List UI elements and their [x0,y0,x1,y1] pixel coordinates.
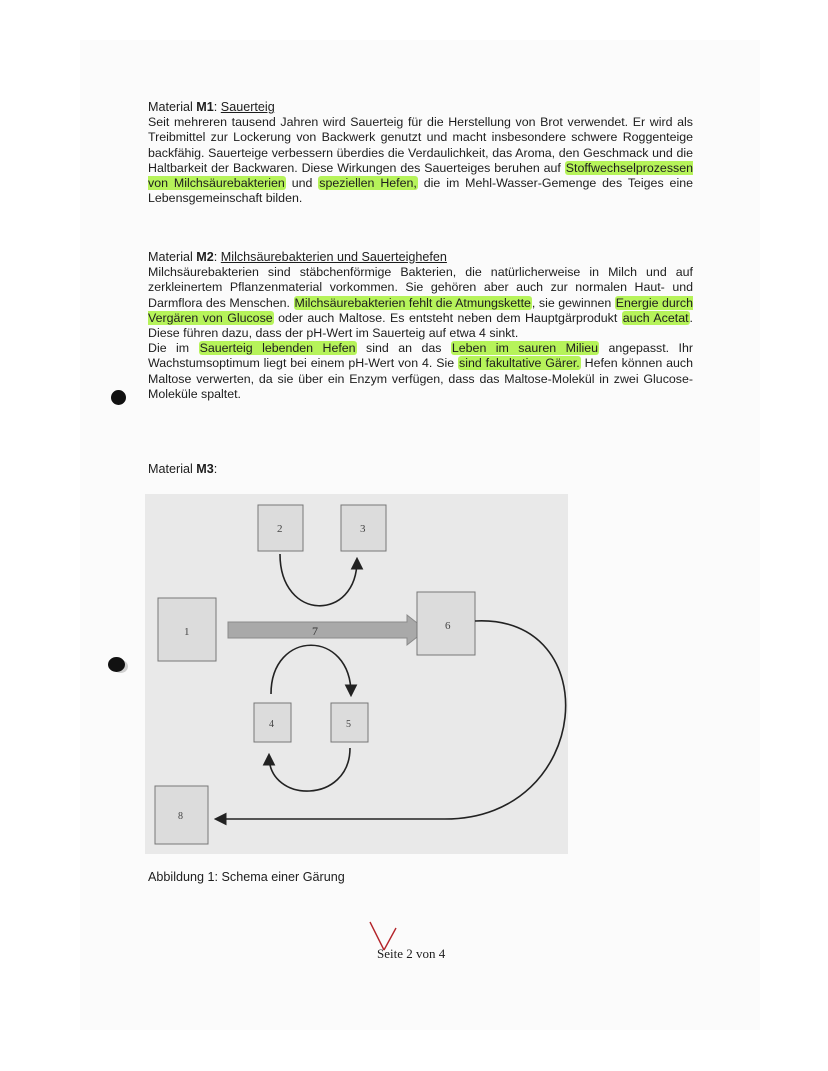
box-4-label: 4 [269,719,274,730]
curve-5-to-4 [269,748,350,791]
m1-heading: Material M1: Sauerteig [148,100,275,114]
page-number: Seite 2 von 4 [377,946,446,961]
big-arrow-7 [228,615,426,645]
m2-highlight-1: Milchsäurebakterien fehlt die Atmungskette [294,295,531,310]
curve-to-5 [271,645,351,694]
punch-hole-upper [111,390,126,405]
m1-highlight-1: Stoffwechselprozessen von Milchsäurebakterien [148,160,693,191]
box-1-label: 1 [184,626,190,638]
box-3-label: 3 [360,523,366,535]
red-checkmark-icon [368,920,398,954]
box-8-label: 8 [178,811,183,822]
m2-paragraph-2: Die im Sauerteig lebenden Hefen sind an das Leben im sauren Milieu angepasst. Ihr Wachstumsoptimum liegt bei einem pH-Wert von 4. Sie sind fakultative Gärer. Hefen können auch Maltose verwerten, da sie über ein Enzym verfügen, dass das Maltose-Molekül in zwei Glucose-Moleküle spaltet. [148,341,693,401]
m2-heading: Material M2: Milchsäurebakterien und Sauerteighefen [148,250,447,264]
box-5-label: 5 [346,719,351,730]
material-m2 [148,250,693,402]
m3-heading: Material M3: [148,462,218,476]
m2-highlight-4: Sauerteig lebenden Hefen [199,341,356,356]
figure-caption: Abbildung 1: Schema einer Gärung [148,870,345,884]
m2-paragraph-1: Milchsäurebakterien sind stäbchenförmige Bakterien, die natürlicherweise in Milch und auf zerkleinertem Pflanzenmaterial vorkommen. Sie gehören aber auch zur normalen Haut- und Darmflora des Menschen. Milchsäurebakterien fehlt die Atmungskette, sie gewinnen Energie durch Vergären von Glucose oder auch Maltose. Es entsteht neben dem Hauptgärprodukt auch Acetat. Diese führen dazu, dass der pH-Wert im Sauerteig auf etwa 4 sinkt. [148,265,693,341]
m1-label: M1 [196,100,214,114]
m1-title: Sauerteig [220,100,275,114]
m2-label: M2 [196,250,214,264]
curve-2-to-3 [280,554,357,606]
material-m3 [148,462,693,477]
m2-highlight-2: Energie durch Vergären von Glucose [148,295,693,325]
schema-drawing [145,494,568,854]
m2-highlight-6: sind fakultative Gärer. [459,356,580,371]
material-m1 [148,100,693,206]
m1-text: Seit mehreren tausend Jahren wird Sauerteig für die Herstellung von Brot verwendet. Er wird als Treibmittel zur Lockerung von Backwerk genutzt und macht insbesondere schwere Roggenteige backfähig. Sauerteige verbessern überdies die Verdaulichkeit, das Aroma, den Geschmack und die Haltbarkeit der Backwaren. Diese Wirkungen des Sauerteiges beruhen auf Stoffwechselprozessen von Milchsäurebakterien und speziellen Hefen, die im Mehl-Wasser-Gemenge des Teiges eine Lebensgemeinschaft bilden. [148,115,693,206]
m2-highlight-5: Leben im sauren Milieu [451,341,599,356]
m2-title: Milchsäurebakterien und Sauerteighefen [220,250,447,264]
box-6-label: 6 [445,620,451,632]
arrow-7-label: 7 [312,624,318,638]
box-2-label: 2 [277,523,283,535]
m2-highlight-3: auch Acetat [622,310,689,325]
fermentation-schema [145,494,568,854]
m3-label: M3 [196,462,214,476]
punch-hole-lower [108,657,125,672]
m1-highlight-2: speziellen Hefen, [319,176,417,191]
